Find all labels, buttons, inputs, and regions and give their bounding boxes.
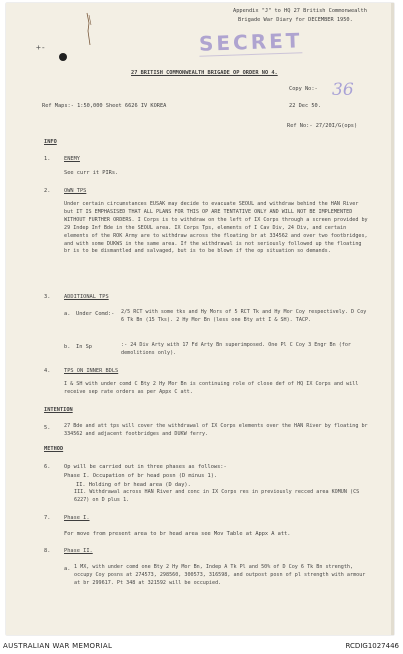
archive-name: AUSTRALIAN WAR MEMORIAL	[3, 642, 113, 650]
reference-number: Ref No:- 27/20I/G(ops)	[287, 123, 358, 129]
para-1-number: 1.	[44, 156, 51, 162]
para-7-number: 7.	[44, 515, 51, 521]
phase-3-line: III. Withdrawal across HAN River and conc in IX Corps res in previously recced area KOMUN (CS 6227) on D plus 1.	[74, 489, 360, 503]
para-5-text: 27 Bde and att tps will cover the withdrawal of IX Corps elements over the HAN River by floating br 334562 and adjacent footbridges and DUKW ferry.	[64, 423, 368, 437]
pencil-cross-mark: +-	[36, 43, 46, 52]
para-8-title: Phase II.	[64, 548, 93, 554]
heading-method: METHOD	[44, 446, 64, 452]
para-1-text: See curr it PIRs.	[64, 170, 119, 176]
para-7-title: Phase I.	[64, 515, 90, 521]
order-title: 27 BRITISH COMMONWEALTH BRIGADE OP ORDER NO 4.	[131, 70, 278, 76]
secret-stamp: SECRET	[198, 28, 303, 56]
para-3a-text: 2/5 RCT with some tks and Hy Mors of 5 RCT Tk and Hy Mor Coy respectively. D Coy 6 Tk Bn (15 Tks). 2 Hy Mor Bn (less one Bty att I & SH). TACP.	[121, 309, 367, 323]
para-2-text: Under certain circumstances EUSAK may decide to evacuate SEOUL and withdraw behind the HAN River but IT IS EMPHASISED THAT ALL PLANS FOR THIS OP ARE TENTATIVE ONLY AND WILL NOT BE IMPLEMENTED WITHOUT FURTHER ORDERS. I Corps is to withdraw on the left of IX Corps through a screen provided by 29 Indep Inf Bde in the SEOUL area. IX Corps Tps, elements of I Cav Div, 24 Div, and certain elements of the ROK Army are to withdraw across the floating br at 334562 and over two footbridges, and with some DUKWS in the same area. If the withdrawal is not seriously followed up the floating br is to be dismantled and salvaged, but is to be blown if the op situation so demands.	[64, 201, 368, 255]
punch-hole	[59, 53, 67, 61]
para-3b-head: In Sp	[76, 344, 92, 350]
archive-id: RCDIG1027446	[345, 642, 399, 650]
para-3b-text: :- 24 Div Arty with 17 Fd Arty Bn superimposed. One Pl C Coy 3 Engr Bn (for demolitions only).	[121, 342, 352, 356]
para-3-title: ADDITIONAL TPS	[64, 294, 109, 300]
para-8a-label: a.	[64, 566, 71, 572]
heading-intention: INTENTION	[44, 407, 73, 413]
copy-number-handwritten: 36	[332, 80, 354, 100]
para-3a-label: a.	[64, 311, 71, 317]
para-8a-text: 1 MX, with under comd one Bty 2 Hy Mor Bn, Indep A Tk Pl and 50% of D Coy 6 Tk Bn strength, occupy Coy posns at 274573, 298560, 300573, 316598, and outpost posn of pl strength with armour at br 299617. Pt 348 at 321592 will be occupied.	[74, 564, 366, 586]
phase-1-line: Phase I. Occupation of br head posn (D minus 1).	[64, 473, 218, 479]
appendix-line-1: Appendix "J" to HQ 27 British Commonwealth	[233, 8, 367, 14]
ref-maps: Ref Maps:- 1:50,000 Sheet 6626 IV KOREA	[42, 103, 167, 109]
para-2-number: 2.	[44, 188, 51, 194]
para-6-text: Op will be carried out in three phases as follows:-	[64, 464, 227, 470]
phase-2-line: II. Holding of br head area (D day).	[76, 482, 191, 488]
pen-scratch-mark	[84, 11, 94, 47]
para-3-number: 3.	[44, 294, 51, 300]
para-3b-label: b.	[64, 344, 71, 350]
para-5-number: 5.	[44, 425, 51, 431]
para-2-title: OWN TPS	[64, 188, 87, 194]
para-4-number: 4.	[44, 368, 51, 374]
para-6-number: 6.	[44, 464, 51, 470]
para-4-title: TPS ON INNER BDLS	[64, 368, 119, 374]
document-page	[6, 3, 394, 635]
para-7-text: For move from present area to br head area see Mov Table at Appx A att.	[64, 531, 291, 537]
archive-footer	[0, 640, 403, 654]
heading-info: INFO	[44, 139, 57, 145]
copy-number-label: Copy No:-	[289, 86, 318, 92]
appendix-line-2: Brigade War Diary for DECEMBER 1950.	[238, 17, 353, 23]
para-8-number: 8.	[44, 548, 51, 554]
para-1-title: ENEMY	[64, 156, 80, 162]
order-date: 22 Dec 50.	[289, 103, 321, 109]
para-4-text: I & SH with under comd C Bty 2 Hy Mor Bn is continuing role of close def of HQ IX Corps and will receive sep rate orders as per Appx C att.	[64, 381, 359, 395]
para-3a-head: Under Comd:-	[76, 311, 115, 317]
